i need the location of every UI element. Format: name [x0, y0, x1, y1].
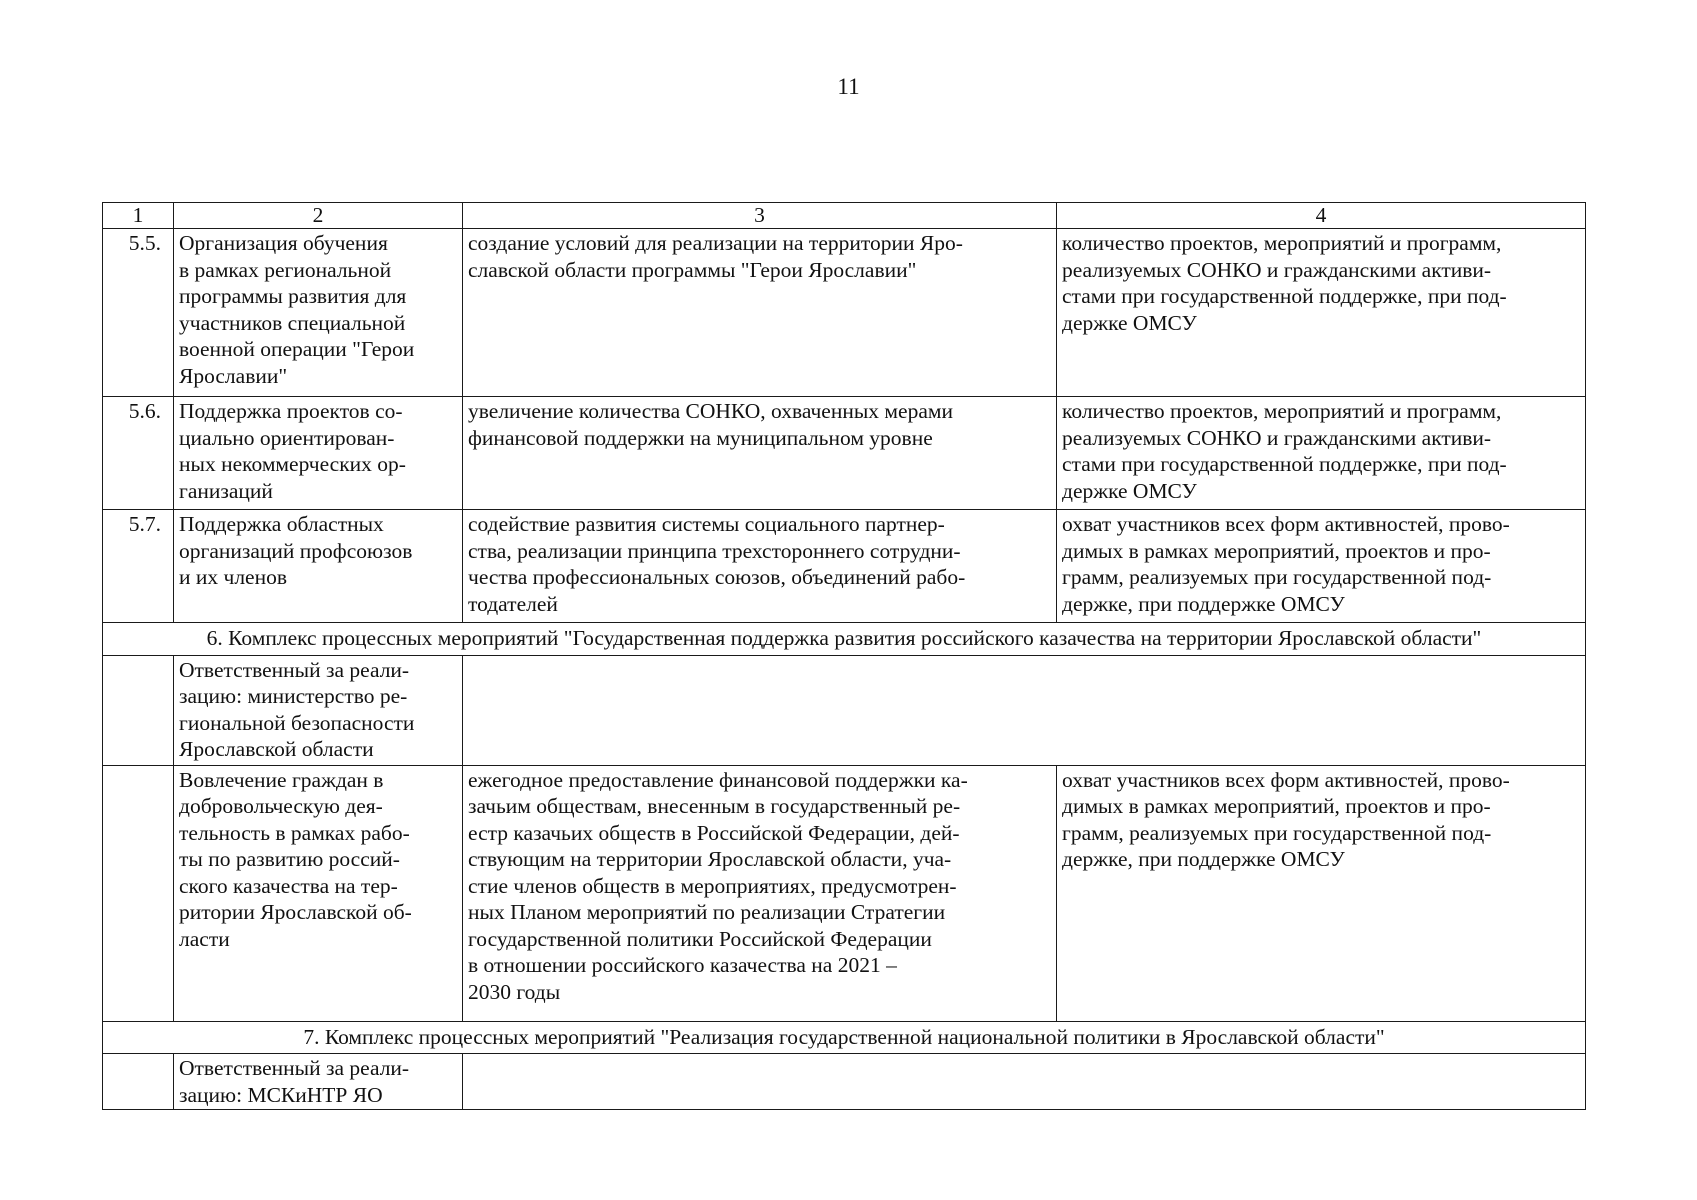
responsible-text: Ответственный за реали- зацию: министерство ре- гиональной безопасности Ярославской области [174, 655, 463, 765]
table-row [103, 765, 1586, 1021]
measure-name: Вовлечение граждан в добровольческую дея- тельность в рамках рабо- ты по развитию россий- ского казачества на тер- ритории Ярославской об- ласти [174, 765, 463, 1021]
row-number [103, 765, 174, 1021]
table-row [103, 510, 1586, 623]
empty-cell [103, 655, 174, 765]
empty-cell [463, 655, 1586, 765]
measure-name: Поддержка областных организаций профсоюзов и их членов [174, 510, 463, 623]
header-cell: 2 [174, 203, 463, 229]
responsible-text: Ответственный за реали- зацию: МСКиНТР ЯО [174, 1054, 463, 1110]
measure-indicator: количество проектов, мероприятий и программ, реализуемых СОНКО и гражданскими активи- стами при государственной поддержке, при под- держке ОМСУ [1057, 229, 1586, 397]
measure-result: увеличение количества СОНКО, охваченных мерами финансовой поддержки на муниципальном уровне [463, 397, 1057, 510]
section-heading-row [103, 1021, 1586, 1054]
row-number: 5.6. [103, 397, 174, 510]
page-number: 11 [837, 74, 860, 99]
header-cell: 1 [103, 203, 174, 229]
empty-cell [103, 1054, 174, 1110]
responsible-row [103, 1054, 1586, 1110]
header-cell: 4 [1057, 203, 1586, 229]
measure-name: Организация обучения в рамках региональной программы развития для участников специальной военной операции "Герои Ярославии" [174, 229, 463, 397]
empty-cell [463, 1054, 1586, 1110]
measure-indicator: охват участников всех форм активностей, прово- димых в рамках мероприятий, проектов и про- грамм, реализуемых при государственной под- держке, при поддержке ОМСУ [1057, 765, 1586, 1021]
table-row [103, 229, 1586, 397]
table-header-row [103, 203, 1586, 229]
section-title: 7. Комплекс процессных мероприятий "Реализация государственной национальной политики в Ярославской области" [103, 1021, 1586, 1054]
header-cell: 3 [463, 203, 1057, 229]
measure-result: создание условий для реализации на территории Яро- славской области программы "Герои Ярославии" [463, 229, 1057, 397]
measure-result: ежегодное предоставление финансовой поддержки ка- зачьим обществам, внесенным в государственный ре- естр казачьих обществ в Российской Федерации, дей- ствующим на территории Ярославской области, уча- стие членов обществ в мероприятиях, предусмотрен- ных Планом мероприятий по реализации Стратегии государственной политики Российской Федерации в отношении российского казачества на 2021 – 2030 годы [463, 765, 1057, 1021]
responsible-row [103, 655, 1586, 765]
section-title: 6. Комплекс процессных мероприятий "Государственная поддержка развития российского казачества на территории Ярославской области" [103, 623, 1586, 656]
row-number: 5.7. [103, 510, 174, 623]
measure-name: Поддержка проектов со- циально ориентирован- ных некоммерческих ор- ганизаций [174, 397, 463, 510]
measure-indicator: охват участников всех форм активностей, прово- димых в рамках мероприятий, проектов и про- грамм, реализуемых при государственной под- держке, при поддержке ОМСУ [1057, 510, 1586, 623]
measures-table [102, 202, 1586, 1110]
row-number: 5.5. [103, 229, 174, 397]
table-row [103, 397, 1586, 510]
measure-result: содействие развития системы социального партнер- ства, реализации принципа трехстороннего сотрудни- чества профессиональных союзов, объединений рабо- тодателей [463, 510, 1057, 623]
section-heading-row [103, 623, 1586, 656]
measure-indicator: количество проектов, мероприятий и программ, реализуемых СОНКО и гражданскими активи- стами при государственной поддержке, при под- держке ОМСУ [1057, 397, 1586, 510]
